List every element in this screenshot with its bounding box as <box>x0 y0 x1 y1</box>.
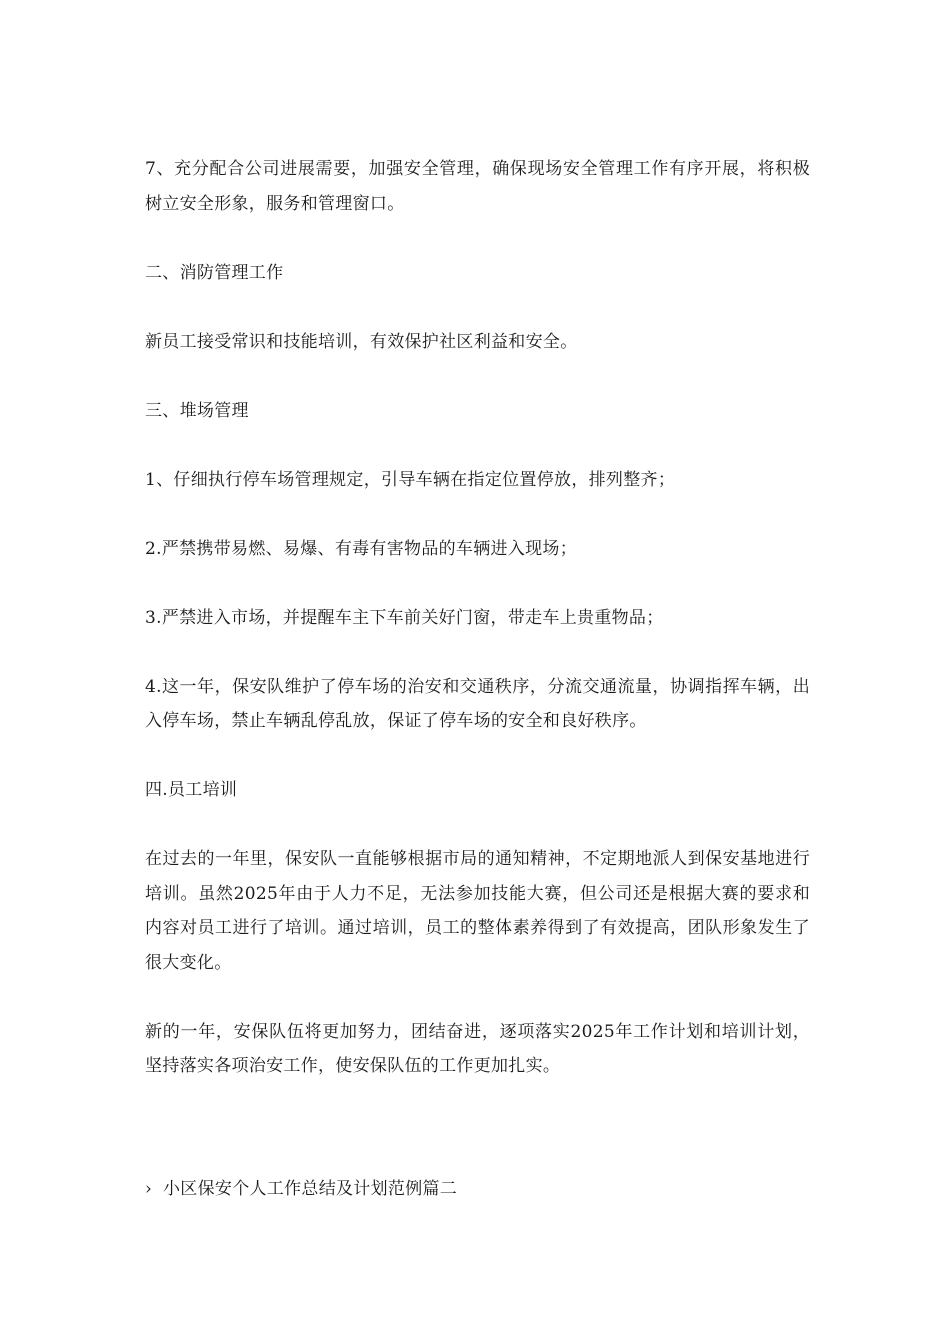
section-heading-fire-management: 二、消防管理工作 <box>145 262 284 283</box>
section-heading-staff-training: 四.员工培训 <box>145 780 238 800</box>
paragraph-item-1: 1、仔细执行停车场管理规定，引导车辆在指定位置停放，排列整齐； <box>145 469 676 490</box>
paragraph-fire-coordination: 7、充分配合公司进展需要，加强安全管理，确保现场安全管理工作有序开展，将积极树立安全形象，服务和管理窗口。 <box>145 159 810 214</box>
paragraph-training-review: 在过去的一年里，保安队一直能够根据市局的通知精神，不定期地派人到保安基地进行培训。虽然2025年由于人力不足，无法参加技能大赛，但公司还是根据大赛的要求和内容对员工进行了培训。通过培训，员工的整体素养得到了有效提高，团队形象发生了很大变化。 <box>145 849 810 973</box>
document-body <box>145 152 810 1118</box>
next-article-link[interactable] <box>145 1172 457 1206</box>
paragraph-training: 新员工接受常识和技能培训，有效保护社区利益和安全。 <box>145 331 578 352</box>
next-article-label[interactable]: 小区保安个人工作总结及计划范例篇二 <box>163 1179 458 1199</box>
section-heading-yard-management: 三、堆场管理 <box>145 400 249 421</box>
paragraph-item-2: 2.严禁携带易燃、易爆、有毒有害物品的车辆进入现场； <box>145 538 578 559</box>
chevron-right-icon: › <box>145 1179 153 1199</box>
paragraph-item-4: 4.这一年，保安队维护了停车场的治安和交通秩序，分流交通流量，协调指挥车辆，出入停车场，禁止车辆乱停乱放，保证了停车场的安全和良好秩序。 <box>145 676 810 731</box>
paragraph-new-year-plan: 新的一年，安保队伍将更加努力，团结奋进，逐项落实2025年工作计划和培训计划，坚持落实各项治安工作，使安保队伍的工作更加扎实。 <box>145 1021 810 1076</box>
paragraph-item-3: 3.严禁进入市场，并提醒车主下车前关好门窗，带走车上贵重物品； <box>145 607 664 628</box>
